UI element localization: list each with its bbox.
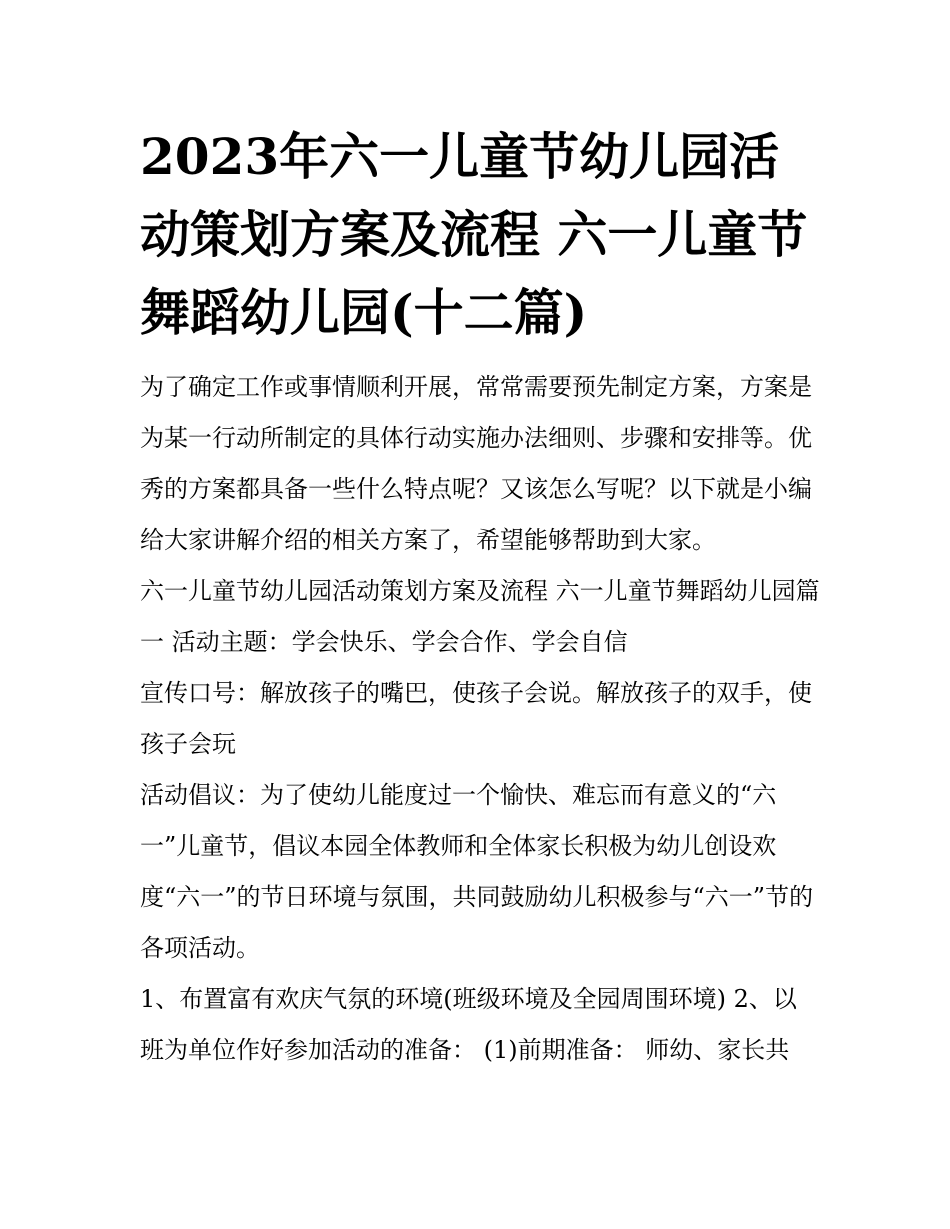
steps-paragraph: 1、布置富有欢庆气氛的环境(班级环境及全园周围环境) 2、以班为单位作好参加活动的准备： (1)前期准备： 师幼、家长共 bbox=[140, 985, 797, 1064]
document-title: 2023年六一儿童节幼儿园活动策划方案及流程 六一儿童节舞蹈幼儿园(十二篇) bbox=[140, 127, 808, 342]
section-heading-paragraph: 六一儿童节幼儿园活动策划方案及流程 六一儿童节舞蹈幼儿园篇一 活动主题：学会快乐、学会合作、学会自信 bbox=[140, 577, 820, 656]
slogan-paragraph: 宣传口号：解放孩子的嘴巴，使孩子会说。解放孩子的双手，使孩子会玩 bbox=[140, 679, 812, 758]
intro-paragraph: 为了确定工作或事情顺利开展，常常需要预先制定方案，方案是为某一行动所制定的具体行动实施办法细则、步骤和安排等。优秀的方案都具备一些什么特点呢？又该怎么写呢？以下就是小编给大家讲解介绍的相关方案了，希望能够帮助到大家。 bbox=[140, 373, 812, 554]
document-body bbox=[140, 118, 820, 1076]
initiative-paragraph: 活动倡议：为了使幼儿能度过一个愉快、难忘而有意义的“六一”儿童节，倡议本园全体教师和全体家长积极为幼儿创设欢度“六一”的节日环境与氛围，共同鼓励幼儿积极参与“六一”节的各项活动。 bbox=[140, 781, 814, 962]
